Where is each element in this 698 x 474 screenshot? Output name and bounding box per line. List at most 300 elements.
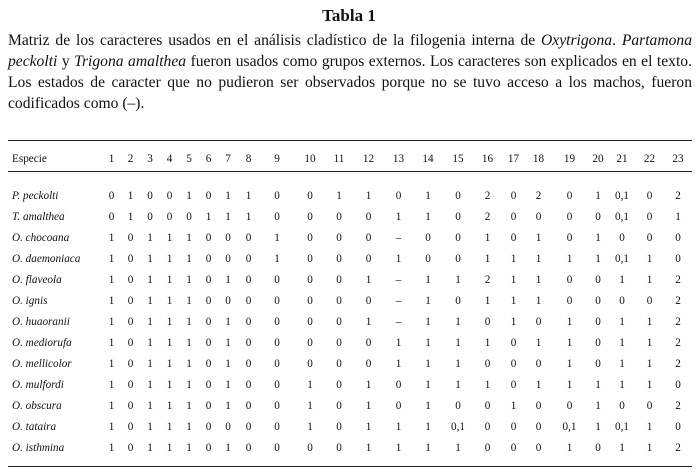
character-state-cell: 1 bbox=[510, 273, 517, 286]
header-character-11: 11 bbox=[333, 153, 345, 165]
character-state-cell: 0,1 bbox=[615, 210, 629, 223]
character-state-cell: 0 bbox=[510, 336, 517, 349]
character-state-cell: 0 bbox=[147, 210, 153, 223]
table-row bbox=[8, 332, 692, 353]
character-state-cell: 1 bbox=[619, 441, 625, 454]
character-state-cell: 1 bbox=[186, 231, 192, 244]
character-state-cell: 0 bbox=[510, 210, 517, 223]
character-state-cell: 0 bbox=[675, 252, 681, 265]
character-state-cell: 0 bbox=[274, 210, 280, 223]
table-row bbox=[8, 416, 692, 437]
character-state-cell: 1 bbox=[307, 378, 313, 391]
character-state-cell: 1 bbox=[225, 336, 231, 349]
character-state-cell: 1 bbox=[365, 420, 372, 433]
character-state-cell: 1 bbox=[595, 399, 601, 412]
character-state-cell: 1 bbox=[147, 378, 153, 391]
character-state-cell: 0 bbox=[205, 315, 212, 328]
character-state-cell: 0 bbox=[365, 336, 372, 349]
character-state-cell: 0 bbox=[336, 441, 342, 454]
character-state-cell: 1 bbox=[147, 252, 153, 265]
character-state-cell: 0 bbox=[127, 273, 134, 286]
character-state-cell: 1 bbox=[186, 189, 192, 202]
species-name: O. obscura bbox=[12, 399, 62, 412]
header-character-1: 1 bbox=[108, 153, 115, 165]
character-state-cell: 0 bbox=[336, 357, 342, 370]
character-state-cell: 0 bbox=[127, 357, 134, 370]
character-state-cell: 1 bbox=[108, 378, 115, 391]
character-state-cell: 1 bbox=[365, 189, 372, 202]
character-state-cell: 0 bbox=[147, 189, 153, 202]
character-state-cell: 2 bbox=[675, 189, 681, 202]
character-state-cell: 1 bbox=[225, 189, 231, 202]
character-state-cell: 0 bbox=[646, 231, 653, 244]
character-state-cell: 0 bbox=[307, 189, 313, 202]
character-state-cell: 0 bbox=[365, 294, 372, 307]
character-state-cell: 1 bbox=[166, 294, 173, 307]
character-state-cell: 0 bbox=[205, 336, 212, 349]
character-state-cell: 0 bbox=[510, 441, 517, 454]
species-name: O. mulfordi bbox=[12, 378, 64, 391]
character-state-cell: 1 bbox=[307, 420, 313, 433]
character-state-cell: 1 bbox=[510, 294, 517, 307]
table-row bbox=[8, 290, 692, 311]
character-state-cell: 0 bbox=[395, 189, 402, 202]
table-header-row bbox=[8, 147, 692, 171]
character-state-cell: 1 bbox=[166, 399, 173, 412]
character-state-cell: 1 bbox=[166, 378, 173, 391]
character-state-cell: 1 bbox=[595, 231, 601, 244]
character-state-cell: 1 bbox=[186, 252, 192, 265]
header-character-14: 14 bbox=[422, 153, 434, 165]
character-state-cell: 2 bbox=[484, 189, 491, 202]
character-state-cell: 1 bbox=[535, 231, 542, 244]
character-state-cell: 1 bbox=[395, 420, 402, 433]
character-state-cell: 0 bbox=[127, 231, 134, 244]
character-state-cell: 0 bbox=[535, 441, 542, 454]
character-state-cell: 0 bbox=[365, 357, 372, 370]
character-state-cell: 1 bbox=[395, 441, 402, 454]
character-state-cell: 0 bbox=[595, 210, 601, 223]
character-state-cell: 2 bbox=[675, 357, 681, 370]
character-state-cell: 0 bbox=[205, 378, 212, 391]
character-state-cell: 1 bbox=[108, 273, 115, 286]
character-state-cell: 0 bbox=[365, 210, 372, 223]
species-name: O. daemoniaca bbox=[12, 252, 81, 265]
character-state-cell: 1 bbox=[646, 252, 653, 265]
character-state-cell: 0 bbox=[108, 189, 115, 202]
character-state-cell: 0 bbox=[484, 420, 491, 433]
character-state-cell: 0 bbox=[675, 420, 681, 433]
table-caption bbox=[8, 30, 692, 114]
character-state-cell: 0 bbox=[205, 252, 212, 265]
character-state-cell: 0 bbox=[336, 420, 342, 433]
character-state-cell: 1 bbox=[166, 336, 173, 349]
header-character-7: 7 bbox=[225, 153, 231, 165]
table-row bbox=[8, 437, 692, 458]
character-state-cell: 1 bbox=[619, 315, 625, 328]
character-state-cell: 0 bbox=[455, 399, 461, 412]
character-state-cell: 0 bbox=[245, 273, 252, 286]
character-state-cell: 0 bbox=[510, 189, 517, 202]
table-row bbox=[8, 353, 692, 374]
character-state-cell: 1 bbox=[455, 273, 461, 286]
character-state-cell: 1 bbox=[365, 399, 372, 412]
character-state-cell: 0 bbox=[484, 357, 491, 370]
character-state-cell: 0 bbox=[566, 399, 573, 412]
character-state-cell: 0 bbox=[307, 357, 313, 370]
header-spacer-row bbox=[8, 171, 692, 185]
character-state-cell: 0 bbox=[510, 231, 517, 244]
character-state-cell: – bbox=[395, 315, 402, 328]
character-state-cell: 1 bbox=[274, 231, 280, 244]
caption-text-3: y bbox=[57, 53, 75, 70]
character-state-cell: 0 bbox=[510, 378, 517, 391]
character-state-cell: 0 bbox=[245, 357, 252, 370]
character-state-cell: 1 bbox=[425, 210, 431, 223]
character-state-cell: 0 bbox=[484, 399, 491, 412]
character-state-cell: 0 bbox=[455, 231, 461, 244]
spacer-cell bbox=[8, 171, 692, 185]
character-state-cell: 0 bbox=[166, 189, 173, 202]
character-state-cell: 0 bbox=[274, 273, 280, 286]
character-state-cell: 1 bbox=[484, 294, 491, 307]
character-state-cell: 1 bbox=[147, 231, 153, 244]
character-state-cell: 1 bbox=[147, 441, 153, 454]
table-row bbox=[8, 269, 692, 290]
character-state-cell: 1 bbox=[425, 336, 431, 349]
character-state-cell: 1 bbox=[166, 420, 173, 433]
character-state-cell: 2 bbox=[675, 315, 681, 328]
character-state-cell: 0 bbox=[619, 399, 625, 412]
character-state-cell: 1 bbox=[108, 336, 115, 349]
character-state-cell: 0 bbox=[205, 189, 212, 202]
character-state-cell: 1 bbox=[619, 273, 625, 286]
header-character-8: 8 bbox=[245, 153, 252, 165]
character-state-cell: 1 bbox=[646, 315, 653, 328]
character-state-cell: 0 bbox=[274, 357, 280, 370]
character-state-cell: 1 bbox=[484, 378, 491, 391]
character-state-cell: 1 bbox=[619, 336, 625, 349]
character-state-cell: 0 bbox=[455, 210, 461, 223]
character-state-cell: 1 bbox=[166, 357, 173, 370]
character-state-cell: 0 bbox=[336, 378, 342, 391]
character-state-cell: 0 bbox=[675, 231, 681, 244]
character-state-cell: 0 bbox=[395, 378, 402, 391]
character-state-cell: 0 bbox=[595, 336, 601, 349]
table-row bbox=[8, 248, 692, 269]
character-state-cell: 0 bbox=[595, 315, 601, 328]
character-state-cell: 1 bbox=[425, 294, 431, 307]
character-state-cell: 0 bbox=[307, 210, 313, 223]
character-state-cell: 0 bbox=[336, 273, 342, 286]
header-character-19: 19 bbox=[563, 153, 576, 165]
caption-text-1: Matriz de los caracteres usados en el análisis cladístico de la filogenia interna de bbox=[8, 32, 542, 49]
header-character-15: 15 bbox=[452, 153, 464, 165]
character-state-cell: 1 bbox=[510, 399, 517, 412]
character-state-cell: 1 bbox=[455, 336, 461, 349]
character-state-cell: 1 bbox=[484, 336, 491, 349]
species-name: T. amalthea bbox=[12, 210, 65, 223]
character-state-cell: 1 bbox=[566, 441, 573, 454]
character-state-cell: 1 bbox=[166, 273, 173, 286]
character-state-cell: 0 bbox=[425, 252, 431, 265]
character-state-cell: 2 bbox=[675, 294, 681, 307]
character-state-cell: 1 bbox=[108, 294, 115, 307]
character-state-cell: 0 bbox=[535, 420, 542, 433]
character-state-cell: 0 bbox=[274, 420, 280, 433]
character-state-cell: 1 bbox=[646, 336, 653, 349]
character-state-cell: 1 bbox=[535, 336, 542, 349]
character-state-cell: 2 bbox=[484, 210, 491, 223]
character-state-cell: 1 bbox=[595, 189, 601, 202]
character-state-cell: 0 bbox=[646, 189, 653, 202]
character-state-cell: 0 bbox=[307, 252, 313, 265]
character-state-cell: 0 bbox=[127, 420, 134, 433]
character-state-cell: 1 bbox=[455, 315, 461, 328]
character-state-cell: 1 bbox=[108, 252, 115, 265]
table-row bbox=[8, 185, 692, 206]
character-state-cell: 1 bbox=[166, 315, 173, 328]
character-state-cell: 1 bbox=[510, 252, 517, 265]
character-state-cell: 0 bbox=[336, 252, 342, 265]
character-state-cell: 1 bbox=[425, 399, 431, 412]
character-state-cell: 0 bbox=[365, 231, 372, 244]
character-state-cell: 1 bbox=[395, 252, 402, 265]
character-state-cell: 0 bbox=[245, 231, 252, 244]
character-state-cell: 0 bbox=[245, 315, 252, 328]
header-character-2: 2 bbox=[127, 153, 134, 165]
character-state-cell: 1 bbox=[455, 357, 461, 370]
header-species: Especie bbox=[12, 153, 47, 165]
character-state-cell: – bbox=[395, 273, 402, 286]
character-state-cell: 0 bbox=[365, 252, 372, 265]
character-state-cell: 0 bbox=[274, 294, 280, 307]
character-state-cell: 1 bbox=[425, 441, 431, 454]
character-state-cell: 0 bbox=[535, 357, 542, 370]
header-character-20: 20 bbox=[592, 153, 604, 165]
table-title: Tabla 1 bbox=[322, 6, 376, 25]
character-state-cell: 1 bbox=[127, 210, 134, 223]
character-state-cell: 1 bbox=[147, 336, 153, 349]
character-state-cell: 0 bbox=[336, 336, 342, 349]
character-state-cell: 1 bbox=[395, 210, 402, 223]
character-state-cell: 0 bbox=[595, 273, 601, 286]
header-character-12: 12 bbox=[362, 153, 375, 165]
character-state-cell: 0 bbox=[245, 294, 252, 307]
character-state-cell: 2 bbox=[535, 189, 542, 202]
character-state-cell: 0 bbox=[307, 336, 313, 349]
character-state-cell: 0 bbox=[108, 210, 115, 223]
character-state-cell: 1 bbox=[395, 357, 402, 370]
character-state-cell: 0 bbox=[566, 189, 573, 202]
character-state-cell: 0 bbox=[595, 294, 601, 307]
character-state-cell: – bbox=[395, 294, 402, 307]
character-state-cell: 0 bbox=[336, 294, 342, 307]
character-state-cell: 0 bbox=[205, 231, 212, 244]
character-state-cell: 0 bbox=[595, 357, 601, 370]
character-state-cell: 1 bbox=[484, 231, 491, 244]
character-state-cell: 1 bbox=[225, 441, 231, 454]
character-state-cell: 1 bbox=[425, 420, 431, 433]
character-state-cell: 0 bbox=[455, 252, 461, 265]
character-state-cell: 0,1 bbox=[451, 420, 465, 433]
character-state-cell: 1 bbox=[675, 210, 681, 223]
character-state-cell: 1 bbox=[186, 399, 192, 412]
character-state-cell: 0 bbox=[274, 315, 280, 328]
character-state-cell: 1 bbox=[186, 273, 192, 286]
character-state-cell: 0 bbox=[307, 273, 313, 286]
character-state-cell: 1 bbox=[365, 441, 372, 454]
character-state-cell: 1 bbox=[108, 315, 115, 328]
character-state-cell: 0 bbox=[675, 378, 681, 391]
character-state-cell: 1 bbox=[646, 420, 653, 433]
character-state-cell: 1 bbox=[186, 357, 192, 370]
character-state-cell: 1 bbox=[225, 399, 231, 412]
character-state-cell: 1 bbox=[108, 441, 115, 454]
table-row bbox=[8, 227, 692, 248]
species-name: O. mediorufa bbox=[12, 336, 72, 349]
character-state-cell: 0 bbox=[566, 210, 573, 223]
character-state-cell: 1 bbox=[365, 378, 372, 391]
character-state-cell: 1 bbox=[566, 357, 573, 370]
character-state-cell: 0 bbox=[619, 294, 625, 307]
character-state-cell: 0 bbox=[127, 441, 134, 454]
character-state-cell: 1 bbox=[646, 378, 653, 391]
character-state-cell: 1 bbox=[425, 357, 431, 370]
character-state-cell: 1 bbox=[425, 189, 431, 202]
character-state-cell: 2 bbox=[675, 336, 681, 349]
header-character-22: 22 bbox=[643, 153, 656, 165]
character-state-cell: 0 bbox=[225, 420, 231, 433]
character-state-cell: 1 bbox=[108, 399, 115, 412]
character-state-cell: 1 bbox=[147, 399, 153, 412]
character-state-cell: 0 bbox=[245, 336, 252, 349]
character-state-cell: 0 bbox=[484, 315, 491, 328]
character-state-cell: 0 bbox=[566, 294, 573, 307]
character-state-cell: 0 bbox=[535, 210, 542, 223]
character-state-cell: 1 bbox=[245, 189, 252, 202]
character-state-cell: 0 bbox=[127, 399, 134, 412]
character-state-cell: 0,1 bbox=[615, 189, 629, 202]
character-state-cell: 0 bbox=[205, 420, 212, 433]
character-state-cell: 1 bbox=[186, 441, 192, 454]
character-state-cell: 0 bbox=[205, 273, 212, 286]
character-state-cell: 0 bbox=[395, 399, 402, 412]
character-state-cell: 1 bbox=[274, 252, 280, 265]
character-state-cell: 1 bbox=[186, 315, 192, 328]
character-state-cell: 0 bbox=[274, 336, 280, 349]
character-state-cell: 0 bbox=[225, 231, 231, 244]
character-state-cell: 1 bbox=[108, 231, 115, 244]
character-state-cell: 1 bbox=[535, 294, 542, 307]
character-state-cell: 0 bbox=[274, 399, 280, 412]
character-state-cell: 1 bbox=[619, 357, 625, 370]
character-state-cell: 1 bbox=[455, 441, 461, 454]
character-state-cell: 1 bbox=[566, 378, 573, 391]
character-state-cell: 0 bbox=[336, 399, 342, 412]
table-row bbox=[8, 206, 692, 227]
character-state-cell: 1 bbox=[186, 420, 192, 433]
character-state-cell: 1 bbox=[535, 273, 542, 286]
header-character-18: 18 bbox=[532, 153, 545, 165]
character-state-cell: 0 bbox=[425, 231, 431, 244]
character-state-cell: 1 bbox=[186, 336, 192, 349]
character-state-cell: 1 bbox=[455, 378, 461, 391]
character-state-cell: 0 bbox=[646, 399, 653, 412]
header-character-21: 21 bbox=[616, 153, 628, 165]
character-state-cell: 1 bbox=[646, 357, 653, 370]
character-state-cell: 1 bbox=[566, 315, 573, 328]
character-state-cell: 1 bbox=[535, 252, 542, 265]
character-state-cell: 0 bbox=[127, 252, 134, 265]
character-state-cell: 0 bbox=[566, 231, 573, 244]
character-matrix-table bbox=[8, 147, 692, 458]
character-state-cell: 0 bbox=[535, 399, 542, 412]
species-name: O. flaveola bbox=[12, 273, 62, 286]
caption-text-2: . bbox=[612, 32, 622, 49]
character-state-cell: 0 bbox=[245, 420, 252, 433]
character-state-cell: 0 bbox=[619, 231, 625, 244]
character-state-cell: 1 bbox=[336, 189, 342, 202]
character-state-cell: 1 bbox=[147, 420, 153, 433]
character-state-cell: 1 bbox=[108, 420, 115, 433]
header-character-4: 4 bbox=[166, 153, 173, 165]
species-name: P. peckolti bbox=[12, 189, 59, 202]
character-state-cell: 0 bbox=[336, 210, 342, 223]
character-state-cell: 0 bbox=[205, 441, 212, 454]
character-state-cell: 1 bbox=[566, 336, 573, 349]
character-state-cell: 0 bbox=[646, 294, 653, 307]
character-state-cell: 1 bbox=[307, 399, 313, 412]
character-state-cell: 1 bbox=[619, 378, 625, 391]
header-character-5: 5 bbox=[186, 153, 192, 165]
character-state-cell: 1 bbox=[365, 273, 372, 286]
character-state-cell: 0 bbox=[245, 378, 252, 391]
character-state-cell: 1 bbox=[365, 315, 372, 328]
species-name: O. ignis bbox=[12, 294, 48, 307]
header-character-3: 3 bbox=[147, 153, 153, 165]
species-name: O. chocoana bbox=[12, 231, 70, 244]
character-state-cell: 1 bbox=[566, 252, 573, 265]
caption-taxon-trigona: Trigona amalthea bbox=[74, 53, 187, 70]
character-state-cell: 0 bbox=[510, 420, 517, 433]
character-state-cell: 1 bbox=[108, 357, 115, 370]
character-state-cell: 0 bbox=[510, 357, 517, 370]
character-state-cell: 0 bbox=[274, 378, 280, 391]
character-state-cell: 0 bbox=[455, 294, 461, 307]
character-state-cell: 1 bbox=[127, 189, 134, 202]
character-state-cell: 0 bbox=[127, 336, 134, 349]
character-state-cell: 1 bbox=[510, 315, 517, 328]
character-state-cell: 0 bbox=[307, 315, 313, 328]
character-state-cell: 2 bbox=[675, 441, 681, 454]
character-state-cell: 0 bbox=[127, 378, 134, 391]
character-state-cell: 0 bbox=[166, 210, 173, 223]
character-state-cell: 1 bbox=[425, 315, 431, 328]
character-state-cell: 1 bbox=[395, 336, 402, 349]
species-name: O. mellicolor bbox=[12, 357, 72, 370]
character-state-cell: 1 bbox=[147, 273, 153, 286]
character-state-cell: 1 bbox=[225, 315, 231, 328]
species-name: O. tataira bbox=[12, 420, 57, 433]
character-state-cell: 0 bbox=[274, 189, 280, 202]
character-state-cell: 1 bbox=[425, 378, 431, 391]
character-state-cell: 1 bbox=[225, 378, 231, 391]
character-state-cell: 0 bbox=[205, 294, 212, 307]
character-state-cell: 0 bbox=[307, 441, 313, 454]
character-state-cell: 1 bbox=[147, 357, 153, 370]
character-state-cell: 0 bbox=[245, 441, 252, 454]
